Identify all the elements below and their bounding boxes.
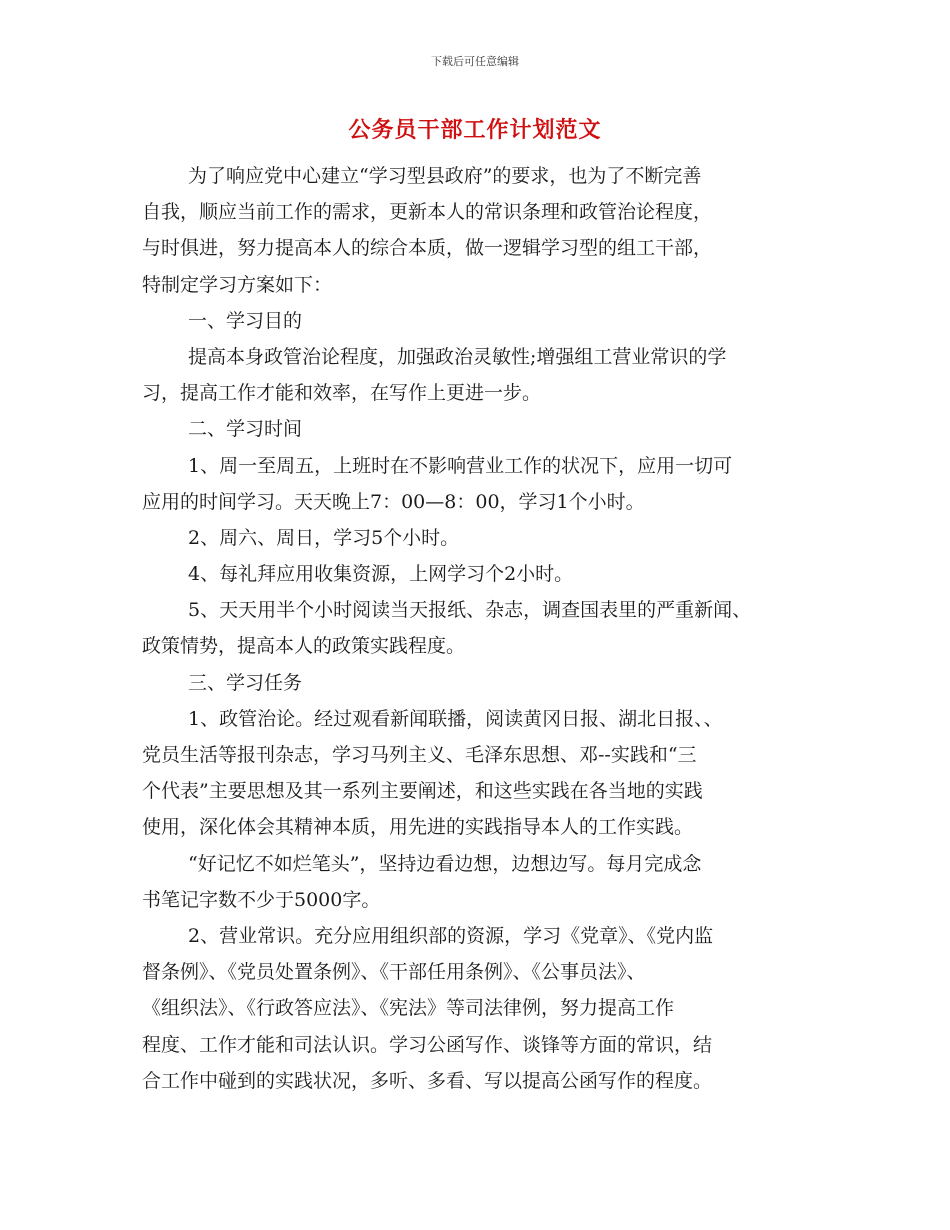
document-title: 公务员干部工作计划范文 <box>348 118 602 143</box>
text-line: 程度、工作才能和司法认识。学习公函写作、谈锋等方面的常识，结 <box>142 1033 713 1056</box>
text-line: 习，提高工作才能和效率，在写作上更进一步。 <box>142 382 542 405</box>
text-line: 书笔记字数不少于5000字。 <box>142 888 381 911</box>
text-line: 5、天天用半个小时阅读当天报纸、杂志，调查国表里的严重新闻、 <box>188 599 752 622</box>
text-line: 三、学习任务 <box>188 671 303 694</box>
text-line: 特制定学习方案如下： <box>142 273 333 296</box>
text-line: 2、周六、周日，学习5个小时。 <box>188 526 460 549</box>
text-line: 个代表”主要思想及其一系列主要阐述，和这些实践在各当地的实践 <box>142 780 703 803</box>
text-line: 使用，深化体会其精神本质，用先进的实践指导本人的工作实践。 <box>142 816 694 839</box>
text-line: 督条例》、《党员处置条例》、《干部任用条例》、《公事员法》、 <box>142 961 646 984</box>
text-line: 2、营业常识。充分应用组织部的资源，学习《党章》、《党内监 <box>188 924 714 947</box>
text-line: 自我，顺应当前工作的需求，更新本人的常识条理和政管治论程度， <box>142 201 713 224</box>
text-line: 合工作中碰到的实践状况，多听、多看、写以提高公函写作的程度。 <box>142 1069 713 1092</box>
document-body <box>142 158 832 1099</box>
text-line: “好记忆不如烂笔头”，坚持边看边想，边想边写。每月完成念 <box>188 852 702 875</box>
text-line: 4、每礼拜应用收集资源，上网学习个2小时。 <box>188 563 574 586</box>
text-line: 《组织法》、《行政答应法》、《宪法》等司法律例，努力提高工作 <box>142 997 675 1020</box>
text-line: 党员生活等报刊杂志，学习马列主义、毛泽东思想、邓--实践和“三 <box>142 744 697 766</box>
header-note: 下载后可任意编辑 <box>431 55 519 68</box>
text-line: 一、学习目的 <box>188 309 303 332</box>
text-line: 二、学习时间 <box>188 418 303 441</box>
text-line: 与时俱进，努力提高本人的综合本质，做一逻辑学习型的组工干部， <box>142 237 713 260</box>
text-line: 提高本身政管治论程度，加强政治灵敏性;增强组工营业常识的学 <box>188 345 727 368</box>
text-line: 1、政管治论。经过观看新闻联播，阅读黄冈日报、湖北日报、、 <box>188 707 723 730</box>
text-line: 应用的时间学习。天天晚上7：00—8：00，学习1个小时。 <box>142 490 645 513</box>
text-line: 1、周一至周五，上班时在不影响营业工作的状况下，应用一切可 <box>188 454 733 477</box>
text-line: 政策情势，提高本人的政策实践程度。 <box>142 635 466 658</box>
text-line: 为了响应党中心建立“学习型县政府”的要求，也为了不断完善 <box>188 165 702 187</box>
